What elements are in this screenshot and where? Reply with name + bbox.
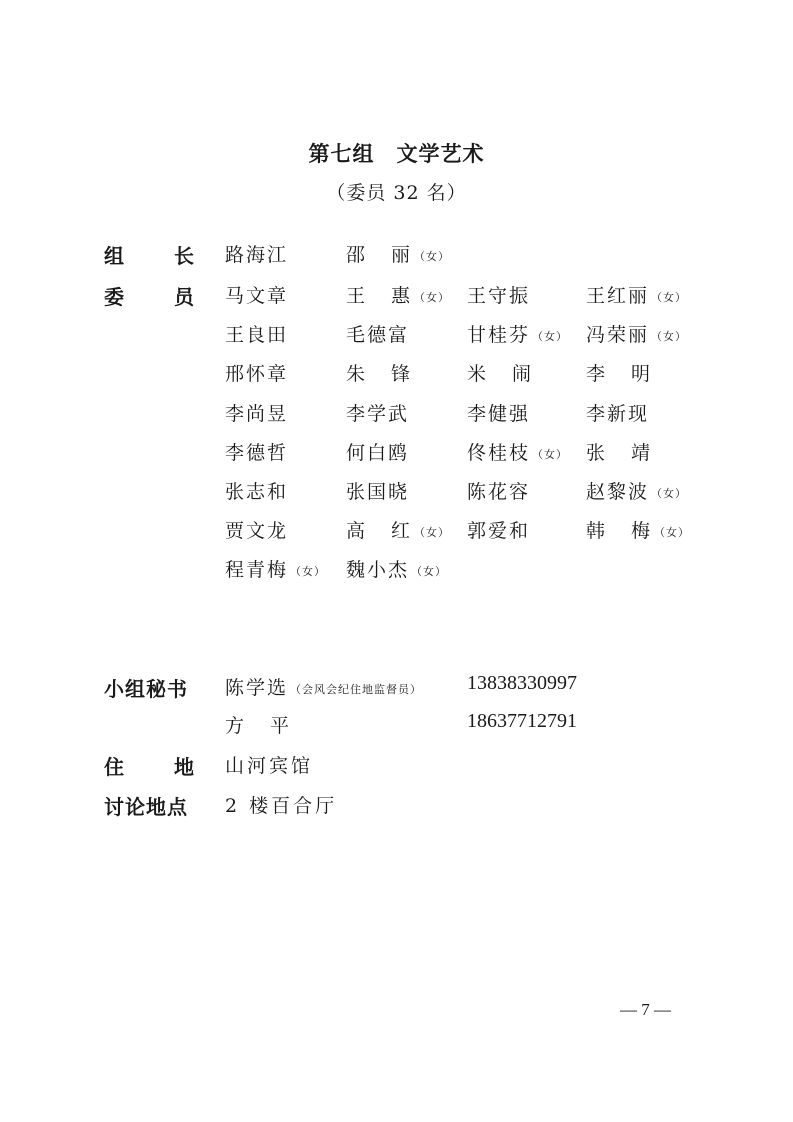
person-name-second-char: 平 [270,715,292,737]
venue-value: 2 楼百合厅 [225,795,338,817]
person-name: 佟桂枝 [467,441,531,464]
person-name-second-char: 丽 [391,244,413,266]
female-mark: （女） [414,291,451,304]
person-entry [467,399,530,426]
phone-number: 18637712791 [467,710,577,732]
person-entry [346,320,409,347]
person-entry [346,516,450,543]
person-name: 贾文龙 [225,520,289,543]
person-name: 李健强 [467,402,531,425]
person-name-second-char: 惠 [391,285,413,307]
female-mark: （女） [411,565,448,579]
female-mark: （女） [651,487,688,500]
person-name: 王红丽 [586,285,650,307]
person-entry [225,438,288,465]
person-entry [225,711,291,738]
person-name: 高 [346,520,368,543]
person-name: 王良田 [225,324,289,347]
residence-value: 山河宾馆 [225,755,314,777]
person-name-second-char: 明 [631,363,653,386]
person-name: 陈花容 [467,481,531,503]
person-entry [225,673,422,700]
residence-label: 住 地 [104,755,194,779]
member-count-subtitle: （委员 32 名） [326,182,467,204]
person-entry [467,438,568,465]
person-name: 邵 [346,244,368,266]
person-name: 路海江 [225,244,289,266]
person-name: 王 [346,285,368,307]
person-name: 王守振 [467,285,531,307]
person-name: 李尚昱 [225,402,289,425]
person-entry [586,399,649,426]
person-name: 魏小杰 [346,559,410,582]
person-entry [467,320,568,347]
person-name-second-char: 锋 [391,363,413,386]
person-entry [346,477,409,504]
phone-number: 13838330997 [467,672,577,694]
person-entry [467,516,530,543]
person-name-second-char: 梅 [631,520,653,543]
person-name: 邢怀章 [225,363,289,386]
person-name: 毛德富 [346,324,410,347]
person-entry [225,399,288,426]
person-name-second-char: 红 [391,520,413,543]
person-entry [225,281,288,308]
person-entry [586,516,690,543]
person-name-second-char: 闹 [512,363,534,386]
person-name: 李 [586,363,608,386]
person-entry [346,438,409,465]
members-label: 委 员 [104,285,194,309]
person-entry [346,359,412,386]
female-mark: （女） [414,250,451,263]
person-entry [346,281,450,308]
secretary-role-note: （会风会纪住地监督员） [290,683,423,696]
person-name: 方 [225,715,247,737]
person-name: 程青梅 [225,559,289,582]
person-name: 马文章 [225,285,289,307]
person-name: 李德哲 [225,441,289,464]
page-title: 第七组 文学艺术 [308,142,485,166]
person-entry [586,438,652,465]
person-name: 张 [586,441,608,464]
person-name: 李新现 [586,402,650,425]
person-entry [586,477,687,504]
person-name-second-char: 靖 [631,441,653,464]
person-entry [346,555,447,582]
female-mark: （女） [532,330,569,344]
person-name: 朱 [346,363,368,386]
person-entry [346,399,409,426]
person-entry [586,281,687,308]
person-entry [225,240,288,267]
female-mark: （女） [290,565,327,579]
person-name: 米 [467,363,489,386]
person-entry [225,359,288,386]
person-entry [467,477,530,504]
female-mark: （女） [532,447,569,461]
venue-label: 讨论地点 [104,795,188,819]
person-name: 张志和 [225,481,289,503]
person-name: 冯荣丽 [586,324,650,347]
person-name: 韩 [586,520,608,543]
person-entry [586,359,652,386]
person-entry [467,359,533,386]
person-name: 赵黎波 [586,481,650,503]
person-entry [225,320,288,347]
person-name: 张国晓 [346,481,410,503]
person-entry [225,477,288,504]
person-entry [467,281,530,308]
person-name: 甘桂芬 [467,324,531,347]
female-mark: （女） [414,526,451,540]
person-entry [225,516,288,543]
page-number: — 7 — [620,1000,671,1019]
person-entry [346,240,450,267]
leader-label: 组 长 [104,244,194,268]
person-entry [586,320,687,347]
female-mark: （女） [651,330,688,344]
person-entry [225,555,326,582]
female-mark: （女） [651,291,688,304]
person-name: 李学武 [346,402,410,425]
female-mark: （女） [654,526,691,540]
secretary-label: 小组秘书 [104,677,188,701]
person-name: 陈学选 [225,677,289,699]
person-name: 何白鸥 [346,441,410,464]
person-name: 郭爱和 [467,520,531,543]
